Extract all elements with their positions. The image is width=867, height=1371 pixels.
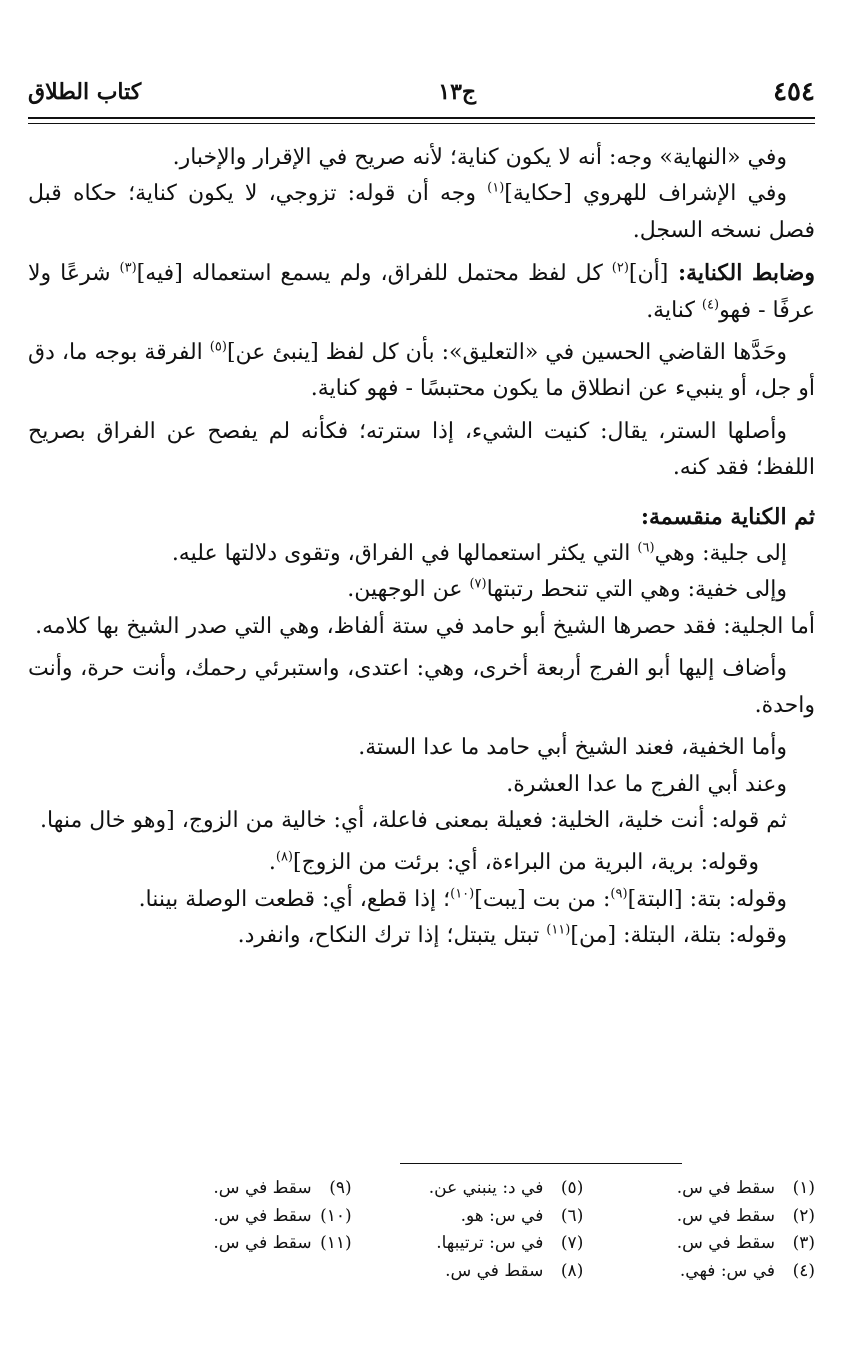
footnote-ref: (٤)	[701, 297, 720, 313]
paragraph: وقوله: بتلة، البتلة: [من]$^{(١١)}$ تبتل يتبتل؛ إذا ترك النكاح، وانفرد.	[237, 922, 787, 949]
footnote: (٣)سقط في س.	[676, 1233, 815, 1253]
paragraph: وأصلها الستر، يقال: كنيت الشيء، إذا سترته؛ فكأنه لم يفصح عن الفراق بصريح اللفظ؛ فقد كنه.	[28, 418, 815, 481]
footnote: (٧)في س: ترتيبها.	[436, 1233, 584, 1253]
paragraph: وأضاف إليها أبو الفرج أربعة أخرى، وهي: اعتدى، واستبرئي رحمك، وأنت حرة، وأنت واحدة.	[28, 656, 815, 718]
footnote: (٨)سقط في س.	[445, 1260, 584, 1281]
main-text	[28, 140, 815, 955]
footnote-ref: (٨)	[275, 849, 293, 865]
book-title: كتاب الطلاق	[28, 79, 142, 105]
footnote-column	[352, 1175, 584, 1285]
header-rule-thin	[28, 123, 815, 124]
footnote: (١)سقط في س.	[676, 1178, 815, 1198]
footnote-ref: (٢)	[611, 260, 629, 276]
section-heading: ثم الكناية منقسمة:	[640, 503, 815, 530]
footnotes	[120, 1175, 815, 1285]
footnote-ref: (٦)	[637, 540, 655, 556]
footnote-ref: (١١)	[546, 922, 571, 938]
footnote-ref: (٩)	[610, 886, 628, 902]
footnote: (٩)سقط في س.	[213, 1178, 352, 1198]
paragraph: وفي الإشراف للهروي [حكاية]$^{(١)}$ وجه أن قوله: تزوجي، لا يكون كناية؛ حكاه قبل فصل نسخه السجل.	[28, 181, 815, 243]
paragraph: وعند أبي الفرج ما عدا العشرة.	[506, 771, 787, 797]
header-rule-thick	[28, 117, 815, 119]
paragraph: وضابط الكناية: [أن]$^{(٢)}$ كل لفظ محتمل للفراق، ولم يسمع استعماله [فيه]$^{(٣)}$ شرعًا ولا عرفًا - فهو$^{(٤)}$ كناية.	[28, 260, 815, 323]
footnote-ref: (٥)	[209, 339, 227, 355]
paragraph: وفي «النهاية» وجه: أنه لا يكون كناية؛ لأنه صريح في الإقرار والإخبار.	[172, 145, 787, 170]
footnote-column	[583, 1175, 815, 1285]
term-heading: وضابط الكناية:	[668, 260, 815, 287]
volume-label: ج١٣	[438, 79, 477, 105]
paragraph: وحَدَّها القاضي الحسين في «التعليق»: بأن كل لفظ [ينبئ عن]$^{(٥)}$ الفرقة بوجه ما، دق أو جل، أو ينبيء عن انطلاق ما يكون محتبسًا - فهو كناية.	[28, 339, 815, 402]
footnote: (٤)في س: فهي.	[679, 1260, 815, 1281]
footnote-column	[120, 1175, 352, 1285]
footnote-ref: (١٠)	[450, 886, 475, 902]
footnote-ref: (٧)	[469, 577, 487, 593]
footnote: (١٠)سقط في س.	[213, 1205, 352, 1226]
footnote: (١١)سقط في س.	[213, 1233, 352, 1253]
paragraph: وقوله: برية، البرية من البراءة، أي: برئت من الزوج]$^{(٨)}$.	[268, 849, 759, 876]
running-header	[28, 72, 815, 112]
paragraph: إلى جلية: وهي$^{(٦)}$ التي يكثر استعمالها في الفراق، وتقوى دلالتها عليه.	[171, 540, 787, 567]
paragraph: وإلى خفية: وهي التي تنحط رتبتها$^{(٧)}$ عن الوجهين.	[347, 577, 787, 603]
footnote: (٦)في س: هو.	[460, 1205, 584, 1226]
paragraph: وقوله: بتة: [البتة]$^{(٩)}$: من بت [يبت]$^{(١٠)}$؛ إذا قطع، أي: قطعت الوصلة بيننا.	[138, 886, 787, 912]
footnote-ref: (١)	[487, 181, 505, 197]
paragraph: ثم قوله: أنت خلية، الخلية: فعيلة بمعنى فاعلة، أي: خالية من الزوج، [وهو خال منها.	[40, 807, 787, 833]
paragraph: أما الجلية: فقد حصرها الشيخ أبو حامد في ستة ألفاظ، وهي التي صدر الشيخ بها كلامه.	[35, 613, 815, 639]
page-number: ٤٥٤	[773, 77, 815, 107]
footnote: (٥)في د: ينبني عن.	[428, 1178, 584, 1198]
paragraph: وأما الخفية، فعند الشيخ أبي حامد ما عدا الستة.	[358, 735, 787, 761]
footnote: (٢)سقط في س.	[676, 1205, 815, 1226]
footnote-separator	[400, 1163, 682, 1164]
footnote-ref: (٣)	[119, 260, 137, 276]
